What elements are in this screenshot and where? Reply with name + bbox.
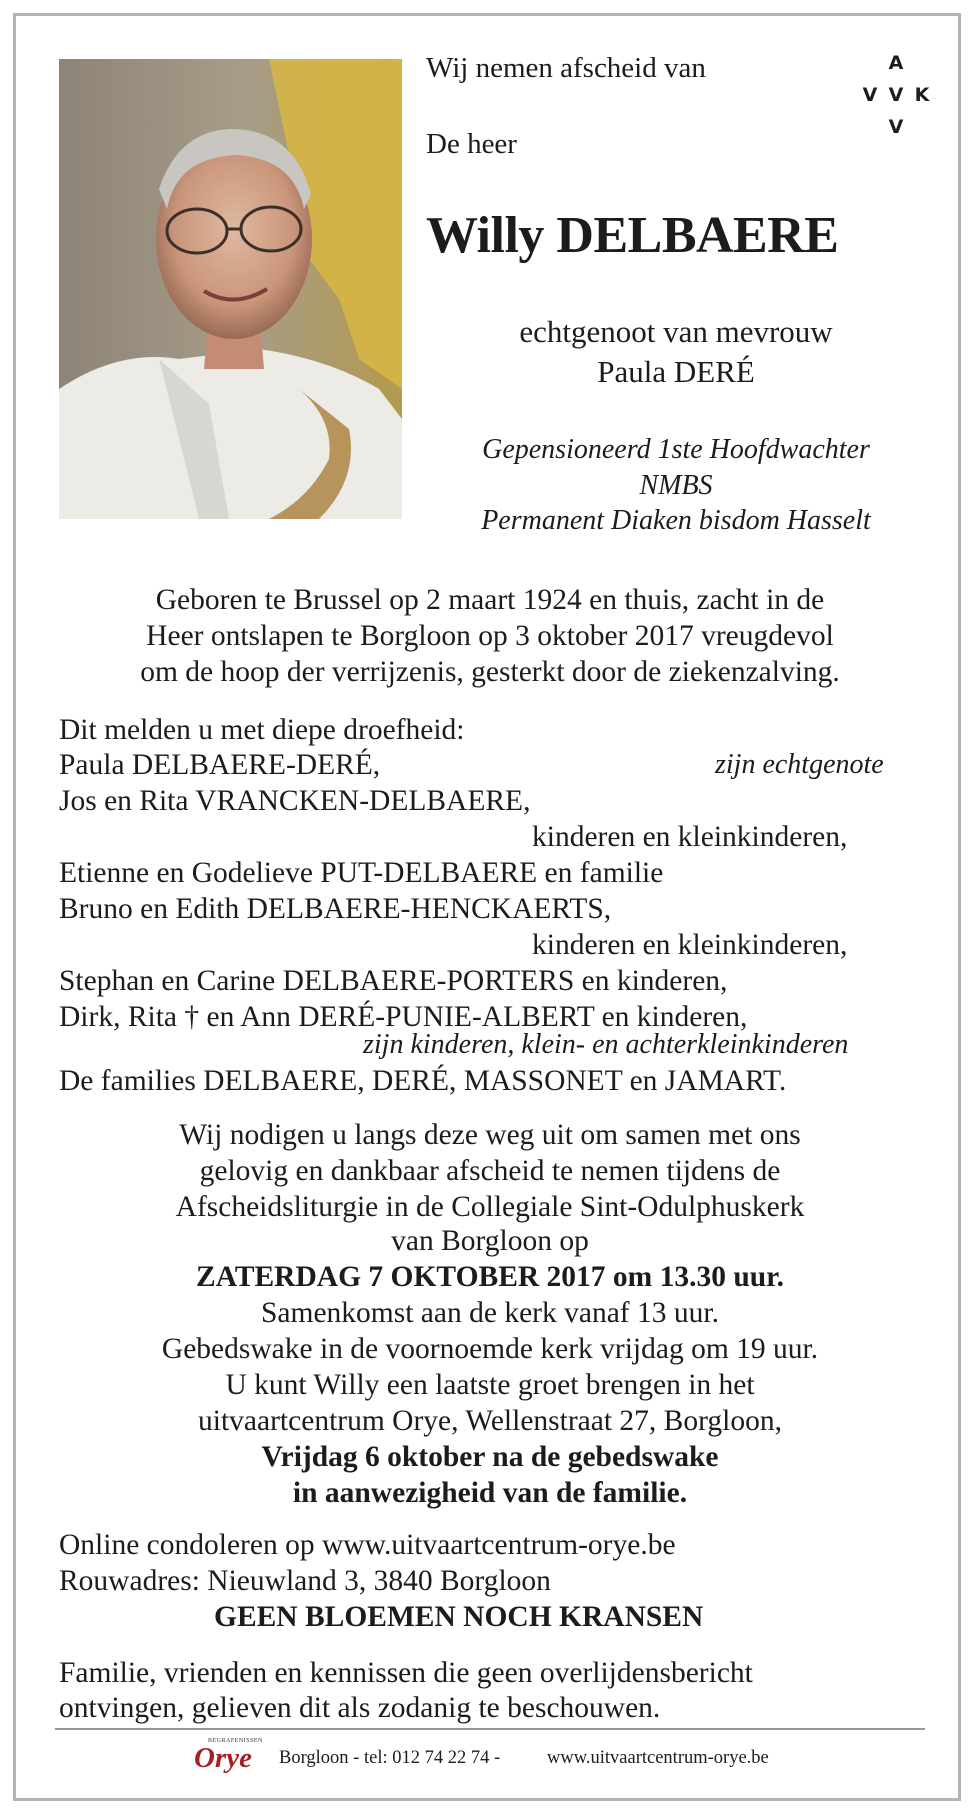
invite-line-11: in aanwezigheid van de familie.: [292, 1477, 688, 1509]
birth-line-3: om de hoop der verrijzenis, gesterkt door de ziekenzalving.: [140, 656, 840, 688]
family-line-9: zijn kinderen, klein- en achterkleinkinderen: [363, 1029, 849, 1060]
funeral-date: ZATERDAG 7 OKTOBER 2017 om 13.30 uur.: [196, 1261, 784, 1293]
family-line-5: Bruno en Edith DELBAERE-HENCKAERTS,: [59, 893, 612, 925]
invite-line-10: Vrijdag 6 oktober na de gebedswake: [261, 1441, 719, 1473]
footer-phone: Borgloon - tel: 012 74 22 74 -: [279, 1748, 501, 1768]
spouse-line-2: Paula DERÉ: [597, 354, 755, 389]
avvk-letter-left: V: [862, 84, 878, 106]
family-line-3: kinderen en kleinkinderen,: [532, 821, 848, 853]
invite-line-9: uitvaartcentrum Orye, Wellenstraat 27, Borgloon,: [198, 1405, 782, 1437]
birth-line-2: Heer ontslapen te Borgloon op 3 oktober 2017 vreugdevol: [146, 620, 834, 652]
orye-logo: [194, 1738, 264, 1778]
intro-text: Wij nemen afscheid van: [426, 52, 706, 84]
invite-line-4: van Borgloon op: [391, 1225, 589, 1257]
family-line-1-note: zijn echtgenote: [715, 749, 884, 780]
online-condolence: Online condoleren op www.uitvaartcentrum-orye.be: [59, 1529, 676, 1561]
deceased-name: Willy DELBAERE: [426, 207, 839, 264]
invite-line-7: Gebedswake in de voornoemde kerk vrijdag om 19 uur.: [161, 1333, 819, 1365]
no-flowers-notice: GEEN BLOEMEN NOCH KRANSEN: [214, 1601, 704, 1633]
birth-line-1: Geboren te Brussel op 2 maart 1924 en thuis, zacht in de: [155, 584, 825, 616]
family-line-1: Paula DELBAERE-DERÉ,: [59, 749, 381, 781]
mourning-address: Rouwadres: Nieuwland 3, 3840 Borgloon: [59, 1565, 551, 1597]
role-line-1: Gepensioneerd 1ste Hoofdwachter: [482, 434, 870, 465]
role-line-2: NMBS: [639, 470, 713, 501]
invite-line-8: U kunt Willy een laatste groet brengen in het: [225, 1369, 755, 1401]
avvk-letter-bottom: V: [888, 116, 904, 138]
invite-line-6: Samenkomst aan de kerk vanaf 13 uur.: [261, 1297, 719, 1329]
closing-line-1: Familie, vrienden en kennissen die geen overlijdensbericht: [59, 1657, 753, 1689]
avvk-letter-middle: V: [888, 84, 904, 106]
avvk-logo: [854, 52, 938, 140]
title-prefix: De heer: [426, 128, 517, 160]
family-line-2: Jos en Rita VRANCKEN-DELBAERE,: [59, 785, 531, 817]
family-line-6: kinderen en kleinkinderen,: [532, 929, 848, 961]
role-line-3: Permanent Diaken bisdom Hasselt: [481, 505, 871, 536]
avvk-letter-right: K: [914, 84, 930, 106]
orye-logo-text: Orye: [194, 1742, 252, 1774]
closing-line-2: ontvingen, gelieven dit als zodanig te beschouwen.: [59, 1692, 661, 1724]
avvk-letter-top: A: [888, 52, 904, 74]
invite-line-1: Wij nodigen u langs deze weg uit om samen met ons: [179, 1119, 801, 1151]
family-line-8: Dirk, Rita † en Ann DERÉ-PUNIE-ALBERT en kinderen,: [59, 1001, 748, 1033]
invite-line-3: Afscheidsliturgie in de Collegiale Sint-Odulphuskerk: [175, 1191, 805, 1223]
family-line-7: Stephan en Carine DELBAERE-PORTERS en kinderen,: [59, 965, 728, 997]
portrait-photo: [59, 59, 402, 519]
spouse-line-1: echtgenoot van mevrouw: [519, 314, 833, 349]
family-line-4: Etienne en Godelieve PUT-DELBAERE en familie: [59, 857, 664, 889]
footer-website[interactable]: www.uitvaartcentrum-orye.be: [547, 1748, 769, 1768]
family-intro: Dit melden u met diepe droefheid:: [59, 714, 465, 746]
footer-divider: [55, 1728, 925, 1730]
orye-logo-subtext: BEGRAFENISSEN: [208, 1738, 263, 1744]
invite-line-2: gelovig en dankbaar afscheid te nemen tijdens de: [199, 1155, 781, 1187]
family-line-10: De families DELBAERE, DERÉ, MASSONET en JAMART.: [59, 1065, 787, 1097]
